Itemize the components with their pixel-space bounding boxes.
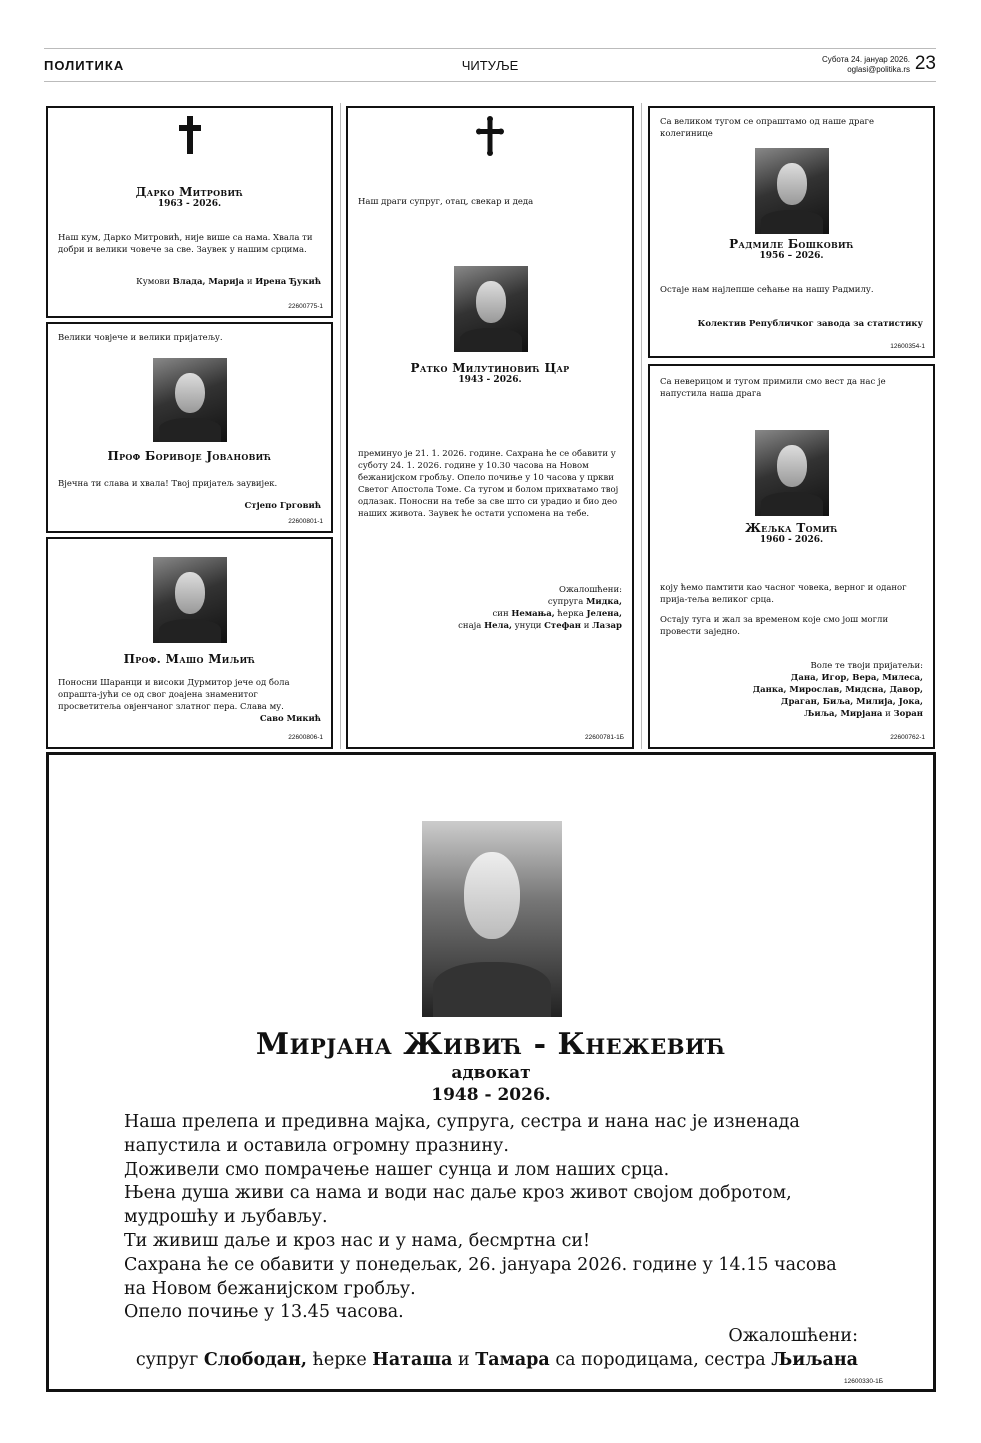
signature: Стјепо Грговић: [244, 501, 321, 511]
notice-text: Наша прелепа и предивна мајка, супруга, сестра и нана нас је изненада напустила и оставила огромну празнину. Доживели смо помрачење нашег сунца и лом наших срца. Њена душа живи са нама и води нас даље кроз живот својом добротом, мудрошћу и љубављу. Ти живиш даље и кроз нас и у нама, бесмртна си! Сахрана ће се обавити у понедељак, 26. јануара 2026. године у 14.15 часова на Новом бежанијском гробљу. Опело почиње у 13.45 часова. Ожалошћени: супруг Слободан, ћерке Наташа и Тамара са породицама, сестра Љиљана: [124, 1111, 858, 1373]
deceased-years: 1960 - 2026.: [759, 535, 824, 545]
mourners-title: Ожалошћени:: [728, 1326, 858, 1347]
signature: Саво Микић: [259, 714, 321, 724]
notice-text: Вјечна ти слава и хвала! Твој пријатељ заувијек.: [58, 479, 278, 489]
notice-intro: Наш драги супруг, отац, свекар и деда: [358, 197, 534, 207]
ad-code: 22600781-1Б: [585, 734, 624, 741]
deceased-name: Проф Боривоје Јовановић: [107, 449, 272, 463]
deceased-name: Радмиле Бошковић: [729, 237, 854, 251]
column-divider: [641, 103, 642, 749]
obituary-jovanovic: [46, 322, 333, 533]
notice-intro: Велики човјече и велики пријатељу.: [58, 333, 223, 343]
obituary-tomic: [648, 364, 935, 749]
notice-text: преминуо је 21. 1. 2026. године. Сахрана ће се обавити у суботу 24. 1. 2026. године у 10.30 часова на Новом бежанијском гробљу. Опело почиње у 10 часова у цркви Светог Апостола Томе. Са тугом и болом прихватамо твој одлазак. Поносни на тебе за све што си урадио и био део наших живота. Заувек ће остати успомена на тебе.: [358, 449, 619, 519]
ad-code: 22600801-1: [288, 518, 323, 525]
header-meta: [822, 55, 910, 75]
notice-intro: Са неверицом и тугом примили смо вест да нас је напустила наша драга: [660, 377, 886, 399]
obituary-mitrovic: [46, 106, 333, 318]
deceased-years: 1943 - 2026.: [458, 375, 522, 385]
deceased-years: 1963 - 2026.: [157, 199, 222, 209]
notice-text: Остаје нам најлепше сећање на нашу Радмилу.: [660, 285, 874, 295]
mourners: Ожалошћени: супруга Мидка, син Немања, ћерка Јелена, снаја Нела, унуци Стефан и Лазар: [458, 585, 622, 631]
deceased-name: Проф. Машо Миљић: [123, 652, 256, 666]
deceased-name: Ратко Милутиновић Цар: [410, 361, 570, 375]
deceased-name: Мирјана Живић - Кнежевић: [255, 1027, 727, 1062]
portrait-photo: [755, 430, 829, 516]
deceased-years: 1956 – 2026.: [759, 251, 824, 261]
ad-code: 12600354-1: [890, 343, 925, 350]
contact-email: oglasi@politika.rs: [847, 65, 910, 74]
notice-text: Поносни Шаранци и високи Дурмитор јече од бола опрашта-јући се од свог доајена знаменитог просветитеља овјенчаног златног пера. Слава му.: [58, 678, 290, 712]
deceased-profession: адвокат: [451, 1063, 531, 1083]
portrait-photo: [153, 358, 227, 442]
column-divider: [340, 103, 341, 749]
obituary-miljic: [46, 537, 333, 749]
issue-date: Субота 24. јануар 2026.: [821, 55, 910, 64]
page-header: [44, 48, 936, 82]
ad-code: 12600330-1Б: [844, 1378, 883, 1385]
page-number: 23: [914, 53, 936, 74]
notice-intro: Са великом тугом се опраштамо од наше драге колегинице: [660, 117, 875, 139]
signature: Колектив Републичког завода за статистику: [697, 319, 923, 329]
portrait-photo: [153, 557, 227, 643]
notice-text: Наш кум, Дарко Митровић, није више са нама. Хвала ти добри и велики човече за све. Заувек у нашим срцима.: [58, 233, 313, 255]
mourners-list: супруг Слободан, ћерке Наташа и Тамара са породицама, сестра Љиљана: [135, 1349, 858, 1370]
signature: Кумови Влада, Марија и Ирена Ђукић: [136, 277, 321, 287]
ad-code: 22600762-1: [890, 734, 925, 741]
deceased-years: 1948 - 2026.: [431, 1085, 551, 1105]
orthodox-cross-icon: [348, 116, 632, 160]
obituary-milutinovic: [346, 106, 634, 749]
newspaper-logo: ПОЛИТИКА: [44, 58, 125, 73]
section-title: ЧИТУЉЕ: [461, 58, 519, 73]
obituary-boskovic: [648, 106, 935, 358]
signature: Воле те твоји пријатељи: Дана, Игор, Вера, Милеса, Данка, Мирослав, Мидсна, Давор, Драган, Биља, Милија, Јока, Љиља, Мирјана и Зоран: [752, 661, 923, 719]
notice-text: Остају туга и жал за временом које смо још могли провести заједно.: [660, 615, 889, 637]
notice-text: коју ћемо памтити као часног човека, верног и оданог прија-теља великог срца.: [660, 583, 907, 605]
deceased-name: Дарко Митровић: [135, 185, 244, 199]
cross-icon: [48, 114, 331, 160]
ad-code: 22600806-1: [288, 734, 323, 741]
portrait-photo: [755, 148, 829, 234]
ad-code: 22600775-1: [288, 303, 323, 310]
deceased-name: Жељка Томић: [745, 521, 838, 535]
obituary-zivic-knezevic: [46, 752, 936, 1392]
portrait-photo: [422, 821, 562, 1017]
portrait-photo: [454, 266, 528, 352]
